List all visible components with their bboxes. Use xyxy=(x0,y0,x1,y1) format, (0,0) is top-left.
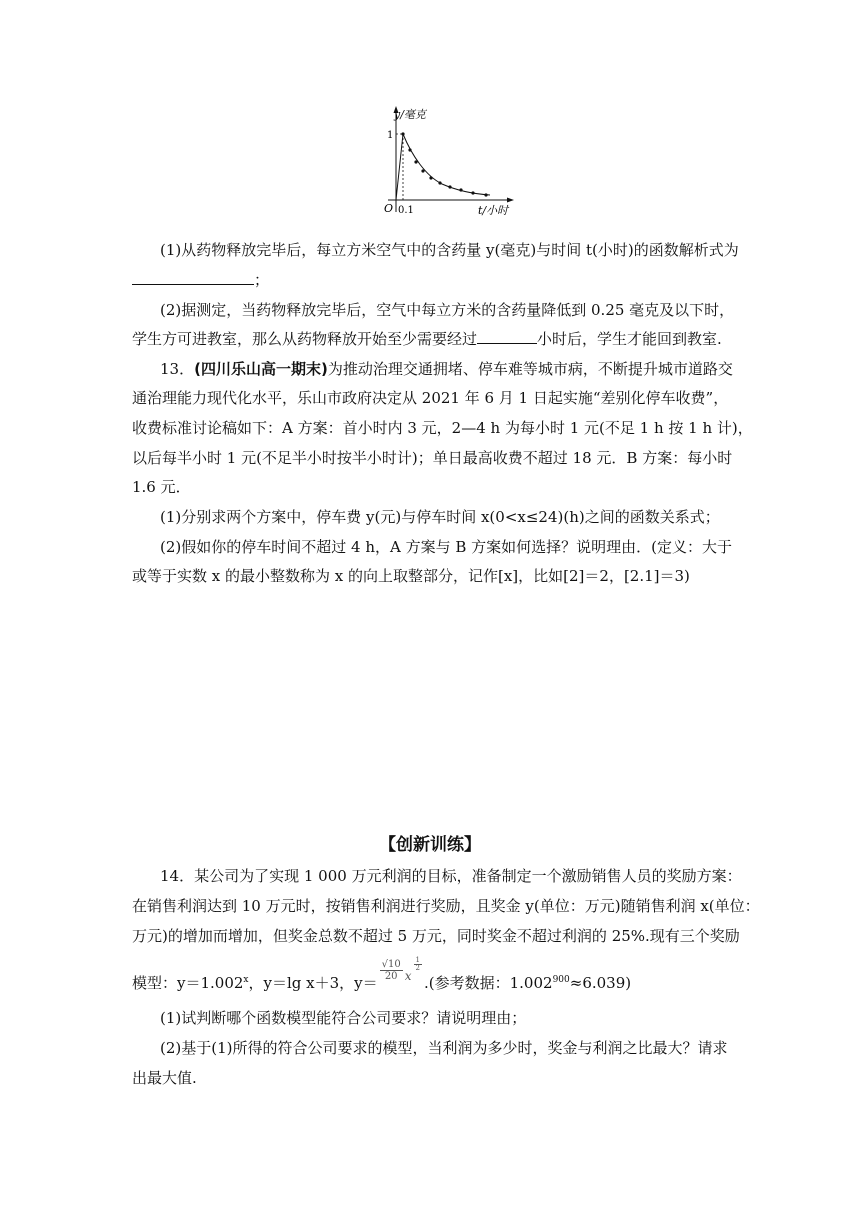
q12-part1-line1: (1)从药物释放完毕后，每立方米空气中的含药量 y(毫克)与时间 t(小时)的函数解析式为 xyxy=(160,241,739,259)
fraction-numerator: √10 xyxy=(381,958,401,970)
q14-sub2-line2: 出最大值. xyxy=(132,1069,197,1087)
section-title: 【创新训练】 xyxy=(379,835,481,855)
x-axis-arrow xyxy=(507,198,514,203)
q14-sub1: (1)试判断哪个函数模型能符合公司要求？请说明理由； xyxy=(160,1009,527,1027)
curve-point xyxy=(459,188,462,191)
q14-line2: 在销售利润达到 10 万元时，按销售利润进行奖励，且奖金 y(单位：万元)随销售利润 x(单位： xyxy=(132,897,760,915)
q13-sub1: (1)分别求两个方案中，停车费 y(元)与停车时间 x(0<x≤24)(h)之间的函数关系式； xyxy=(160,508,720,526)
q13-line1 xyxy=(160,359,760,379)
q14-model-a-exponent: x xyxy=(243,975,249,985)
exponent-denominator: 2 xyxy=(415,963,420,972)
x-tick-label: 0.1 xyxy=(398,205,414,216)
q12-part2-line2 xyxy=(132,329,732,349)
q12-part1-tail: ； xyxy=(254,271,270,289)
q14-model-c-exponent xyxy=(414,957,422,972)
q14-sub2-line1: (2)基于(1)所得的符合公司要求的模型，当利润为多少时，奖金与利润之比最大？请求 xyxy=(160,1039,728,1057)
origin-label: O xyxy=(384,202,394,215)
curve-point xyxy=(408,148,411,151)
q13-line3: 收费标准讨论稿如下：A 方案：首小时内 3 元，2—4 h 为每小时 1 元(不足 1 h 按 1 h 计)， xyxy=(132,419,753,437)
curve-point xyxy=(438,181,441,184)
decay-curve xyxy=(403,134,490,195)
curve-point xyxy=(471,191,474,194)
q14-line1: 14．某公司为了实现 1 000 万元利润的目标，准备制定一个激励销售人员的奖励方案： xyxy=(160,867,742,885)
q14-models-line xyxy=(132,955,732,996)
q12-part1-answer-line xyxy=(132,270,732,290)
q12-part2-text-a: 学生方可进教室，那么从药物释放开始至少需要经过 xyxy=(132,330,478,348)
answer-blank[interactable] xyxy=(132,270,254,285)
q14-model-a: 模型：y＝1.002 xyxy=(132,974,244,992)
q14-reference-exponent: 900 xyxy=(552,975,570,985)
q12-part2-text-b: 小时后，学生才能回到教室. xyxy=(537,330,722,348)
curve-point xyxy=(414,160,417,163)
q13-text: 为推动治理交通拥堵、停车难等城市病，不断提升城市道路交 xyxy=(327,360,733,378)
curve-point xyxy=(484,193,487,196)
q13-source: (四川乐山高一期末) xyxy=(194,360,328,378)
q13-number: 13． xyxy=(160,360,195,378)
curve-point xyxy=(448,185,451,188)
decay-graph xyxy=(370,100,520,222)
q14-reference-value: ≈6.039) xyxy=(569,974,632,992)
q13-line4: 以后每半小时 1 元(不足半小时按半小时计)；单日最高收费不超过 18 元．B 方案：每小时 xyxy=(132,449,733,467)
exponent-numerator: 1 xyxy=(415,955,420,964)
q14-model-c-fraction xyxy=(380,959,403,982)
y-tick-label: 1 xyxy=(387,130,394,141)
curve-point xyxy=(429,176,432,179)
q13-line2: 通治理能力现代化水平，乐山市政府决定从 2021 年 6 月 1 日起实施“差别化停车收费”， xyxy=(132,389,729,407)
q13-sub2-line1: (2)假如你的停车时间不超过 4 h，A 方案与 B 方案如何选择？说明理由．(定义：大于 xyxy=(160,538,733,556)
q13-line5: 1.6 元． xyxy=(132,478,191,496)
y-axis-label: y/毫克 xyxy=(394,108,426,121)
rising-segment xyxy=(396,134,403,200)
q14-reference-data: .(参考数据：1.002 xyxy=(423,974,553,992)
curve-point xyxy=(421,169,424,172)
fraction-denominator: 20 xyxy=(384,970,398,982)
q12-part2-line1: (2)据测定，当药物释放完毕后，空气中每立方米的含药量降低到 0.25 毫克及以下时， xyxy=(160,301,735,319)
q13-sub2-line2: 或等于实数 x 的最小整数称为 x 的向上取整部分，记作[x]，比如[2]＝2，[2.1]＝3) xyxy=(132,567,690,585)
curve-point xyxy=(401,132,404,135)
q14-model-c-variable: x xyxy=(404,969,412,983)
q14-line3: 万元)的增加而增加，但奖金总数不超过 5 万元，同时奖金不超过利润的 25%.现有三个奖励 xyxy=(132,927,740,945)
answer-blank[interactable] xyxy=(477,329,537,344)
x-axis-label: t/小时 xyxy=(478,204,509,217)
q14-model-b: ，y＝lg x＋3，y＝ xyxy=(248,974,378,992)
